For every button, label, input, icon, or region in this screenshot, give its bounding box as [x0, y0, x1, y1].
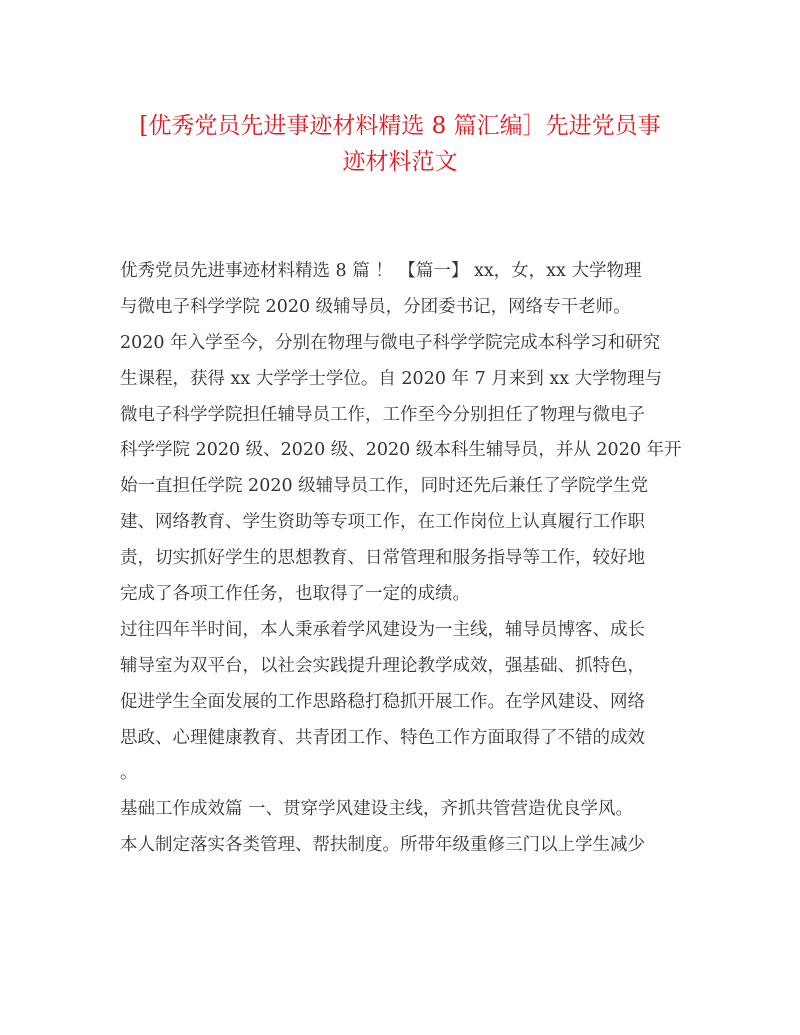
body-text-line: 基础工作成效篇 一、贯穿学风建设主线，齐抓共管营造优良学风。 [120, 799, 634, 820]
body-text-line: 科学学院 2020 级、2020 级、2020 级本科生辅导员，并从 2020 年开 [120, 440, 682, 461]
body-text-line: 责，切实抓好学生的思想教育、日常管理和服务指导等工作，较好地 [120, 548, 645, 569]
body-text-line: 思政、心理健康教育、共青团工作、特色工作方面取得了不错的成效 [120, 727, 645, 748]
body-text-line: 促进学生全面发展的工作思路稳打稳抓开展工作。在学风建设、网络 [120, 691, 645, 712]
body-text-line: 生课程，获得 xx 大学学士学位。自 2020 年 7 月来到 xx 大学物理与 [120, 368, 663, 389]
body-text-line: 本人制定落实各类管理、帮扶制度。所带年级重修三门以上学生减少 [120, 835, 645, 856]
document-title [0, 108, 800, 180]
body-text-line: 过往四年半时间，本人秉承着学风建设为一主线，辅导员博客、成长 [120, 619, 645, 640]
body-text-line: 始一直担任学院 2020 级辅导员工作，同时还先后兼任了学院学生党 [120, 476, 649, 497]
body-text-line: 微电子科学学院担任辅导员工作，工作至今分别担任了物理与微电子 [120, 404, 645, 425]
body-text-line: 辅导室为双平台，以社会实践提升理论教学成效，强基础、抓特色， [120, 655, 645, 676]
body-text-line: 优秀党员先进事迹材料精选 8 篇 ！ 【篇一】 xx，女，xx 大学物理 [120, 261, 642, 281]
body-text-line: 与微电子科学学院 2020 级辅导员，分团委书记，网络专干老师。 [120, 296, 631, 317]
body-text-line: 完成了各项工作任务，也取得了一定的成绩。 [120, 584, 470, 605]
body-text-line: 2020 年入学至今，分别在物理与微电子科学学院完成本科学习和研究 [120, 332, 661, 353]
body-text-line: 。 [120, 763, 138, 784]
title-line: 迹材料范文 [342, 149, 458, 175]
title-line: [优秀党员先进事迹材料精选 8 篇汇编］先进党员事 [139, 113, 661, 139]
body-text-line: 建、网络教育、学生资助等专项工作，在工作岗位上认真履行工作职 [120, 512, 645, 533]
document-body [120, 254, 690, 864]
